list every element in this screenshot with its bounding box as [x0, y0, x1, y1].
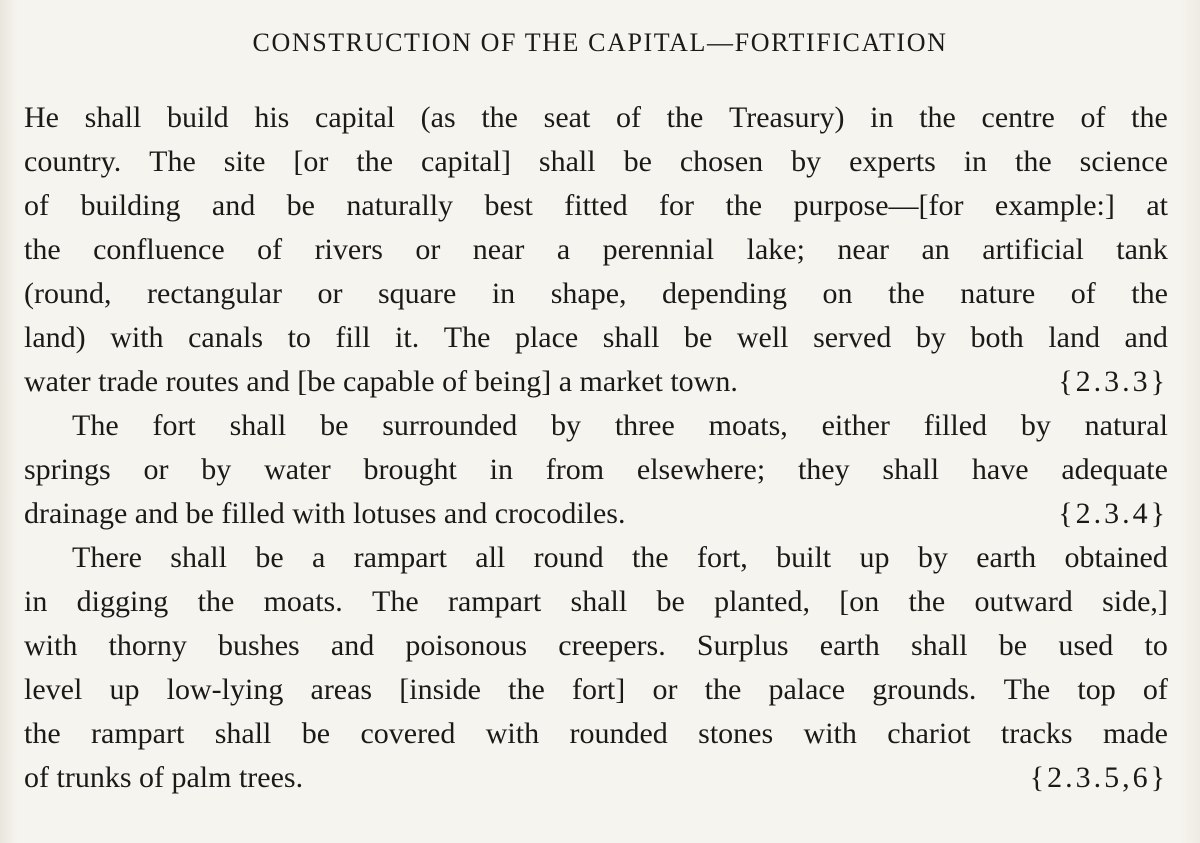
word: rampart — [447, 585, 542, 618]
word: the — [24, 233, 61, 266]
word: be — [998, 629, 1028, 662]
word: be — [301, 717, 331, 750]
word: the — [1131, 101, 1168, 134]
word: be — [623, 145, 652, 178]
word: The — [372, 585, 419, 618]
word: both — [970, 321, 1024, 354]
word: by — [915, 321, 946, 354]
word: creepers. — [558, 629, 666, 662]
word: moats. — [263, 585, 343, 618]
word: an — [921, 233, 950, 266]
word: grounds. — [872, 673, 977, 706]
word: shall — [882, 453, 940, 486]
word: or — [143, 453, 169, 486]
word: land — [1048, 321, 1100, 354]
word: shall — [214, 717, 272, 750]
word: Treasury) — [728, 101, 845, 134]
word: shall — [84, 101, 142, 134]
word: shape, — [550, 277, 627, 310]
section-reference: {2.3.3} — [1058, 365, 1168, 398]
word: by — [1020, 409, 1051, 442]
word: at — [1146, 189, 1168, 222]
word: palace — [768, 673, 846, 706]
word: or — [415, 233, 441, 266]
word: with — [803, 717, 857, 750]
word: by — [917, 541, 948, 574]
text-line — [24, 624, 1168, 668]
word: served — [813, 321, 892, 354]
word: seat — [543, 101, 591, 134]
word: the — [919, 101, 956, 134]
word: built — [776, 541, 832, 574]
word: or — [652, 673, 678, 706]
text-line — [24, 580, 1168, 624]
word: of — [1080, 101, 1106, 134]
word: with — [110, 321, 164, 354]
word: build — [167, 101, 229, 134]
line-text: of trunks of palm trees. — [24, 761, 304, 794]
word: The — [443, 321, 491, 354]
chapter-heading: CONSTRUCTION OF THE CAPITAL—FORTIFICATION — [252, 28, 948, 57]
text-line — [24, 492, 1168, 536]
word: top — [1077, 673, 1116, 706]
text-line — [24, 140, 1168, 184]
word: near — [837, 233, 889, 266]
word: the — [888, 277, 925, 310]
word: surrounded — [382, 409, 518, 442]
word: natural — [1084, 409, 1168, 442]
word: [on — [839, 585, 880, 618]
word: (as — [420, 101, 456, 134]
word: level — [24, 673, 83, 706]
word: the — [481, 101, 518, 134]
word: purpose—[for — [793, 189, 964, 222]
word: to — [1144, 629, 1168, 662]
word: planted, — [714, 585, 810, 618]
word: shall — [229, 409, 287, 442]
word: The — [72, 409, 119, 442]
word: fort] — [571, 673, 626, 706]
text-line — [24, 712, 1168, 756]
word: capital — [315, 101, 395, 134]
word: outward — [974, 585, 1073, 618]
word: [inside — [399, 673, 481, 706]
word: covered — [360, 717, 456, 750]
word: naturally — [346, 189, 454, 222]
word: in — [24, 585, 48, 618]
word: the — [197, 585, 235, 618]
word: stones — [698, 717, 774, 750]
word: There — [72, 541, 142, 574]
word: by — [551, 409, 582, 442]
word: the — [1015, 145, 1052, 178]
word: The — [1003, 673, 1051, 706]
word: elsewhere; — [636, 453, 766, 486]
text-line — [24, 536, 1168, 580]
word: country. — [24, 145, 122, 178]
word: thorny — [108, 629, 187, 662]
section-reference: {2.3.4} — [1058, 497, 1168, 530]
word: fitted — [564, 189, 628, 222]
word: adequate — [1061, 453, 1168, 486]
word: [or — [293, 145, 329, 178]
word: a — [556, 233, 571, 266]
word: He — [24, 101, 59, 134]
word: they — [797, 453, 850, 486]
word: with — [485, 717, 540, 750]
word: areas — [310, 673, 373, 706]
word: depending — [662, 277, 788, 310]
word: earth — [819, 629, 880, 662]
word: near — [472, 233, 525, 266]
word: shall — [910, 629, 968, 662]
word: for — [659, 189, 694, 222]
text-line — [24, 404, 1168, 448]
word: shall — [570, 585, 628, 618]
word: be — [320, 409, 349, 442]
word: the — [631, 541, 669, 574]
section-reference: {2.3.5,6} — [1029, 761, 1168, 794]
word: bushes — [218, 629, 300, 662]
word: artificial — [982, 233, 1084, 266]
word: example:] — [994, 189, 1115, 222]
word: lake; — [746, 233, 805, 266]
line-text: drainage and be filled with lotuses and crocodiles. — [24, 497, 626, 530]
text-line — [24, 360, 1168, 404]
word: the — [666, 101, 704, 134]
word: and — [1124, 321, 1168, 354]
word: in — [489, 453, 513, 486]
word: building — [80, 189, 181, 222]
word: on — [822, 277, 853, 310]
word: nature — [960, 277, 1036, 310]
word: the — [908, 585, 946, 618]
text-line — [24, 316, 1168, 360]
word: it. — [395, 321, 420, 354]
word: obtained — [1064, 541, 1168, 574]
word: earth — [976, 541, 1037, 574]
word: be — [286, 189, 315, 222]
word: site — [223, 145, 266, 178]
word: perennial — [602, 233, 715, 266]
word: square — [378, 277, 457, 310]
word: confluence — [93, 233, 225, 266]
word: fort — [152, 409, 196, 442]
word: up — [109, 673, 140, 706]
word: either — [821, 409, 890, 442]
word: moats, — [708, 409, 788, 442]
word: rectangular — [147, 277, 282, 310]
word: be — [683, 321, 713, 354]
word: have — [971, 453, 1029, 486]
word: be — [255, 541, 284, 574]
word: filled — [923, 409, 988, 442]
word: in — [963, 145, 988, 178]
word: up — [859, 541, 890, 574]
word: place — [514, 321, 579, 354]
word: well — [736, 321, 789, 354]
word: the — [704, 673, 742, 706]
word: experts — [849, 145, 936, 178]
word: with — [24, 629, 78, 662]
word: of — [1070, 277, 1096, 310]
word: poisonous — [405, 629, 528, 662]
word: rivers — [314, 233, 383, 266]
text-line — [24, 448, 1168, 492]
word: and — [330, 629, 375, 662]
word: of — [1142, 673, 1168, 706]
text-line — [24, 668, 1168, 712]
word: canals — [188, 321, 264, 354]
word: made — [1102, 717, 1168, 750]
word: (round, — [24, 277, 112, 310]
word: brought — [363, 453, 457, 486]
word: in — [870, 101, 894, 134]
word: centre — [981, 101, 1055, 134]
word: best — [484, 189, 533, 222]
word: chariot — [887, 717, 971, 750]
word: of — [24, 189, 49, 222]
word: water — [264, 453, 331, 486]
text-line — [24, 228, 1168, 272]
word: round — [533, 541, 604, 574]
word: land) — [24, 321, 86, 354]
word: rounded — [569, 717, 668, 750]
word: of — [615, 101, 641, 134]
word: three — [614, 409, 675, 442]
word: the — [508, 673, 545, 706]
word: by — [791, 145, 822, 178]
word: low-lying — [166, 673, 284, 706]
word: his — [254, 101, 290, 134]
word: all — [475, 541, 506, 574]
word: springs — [24, 453, 111, 486]
word: the — [1131, 277, 1168, 310]
word: in — [491, 277, 516, 310]
word: shall — [538, 145, 596, 178]
word: Surplus — [696, 629, 789, 662]
word: fort, — [696, 541, 748, 574]
word: from — [545, 453, 605, 486]
text-line — [24, 96, 1168, 140]
word: capital] — [421, 145, 511, 178]
word: the — [725, 189, 763, 222]
word: fill — [335, 321, 371, 354]
word: the — [24, 717, 61, 750]
word: a — [311, 541, 326, 574]
word: rampart — [91, 717, 185, 750]
word: chosen — [679, 145, 764, 178]
body-text — [24, 96, 1168, 800]
word: digging — [76, 585, 169, 618]
word: rampart — [353, 541, 447, 574]
word: of — [257, 233, 283, 266]
text-line — [24, 756, 1168, 800]
word: be — [656, 585, 685, 618]
word: to — [287, 321, 311, 354]
word: the — [356, 145, 394, 178]
text-line — [24, 272, 1168, 316]
word: tank — [1116, 233, 1168, 266]
word: or — [317, 277, 343, 310]
word: side,] — [1102, 585, 1168, 618]
word: The — [149, 145, 196, 178]
word: used — [1058, 629, 1114, 662]
word: shall — [602, 321, 660, 354]
line-text: water trade routes and [be capable of being] a market town. — [24, 365, 738, 398]
text-line — [24, 184, 1168, 228]
word: and — [211, 189, 256, 222]
word: by — [201, 453, 232, 486]
word: shall — [170, 541, 227, 574]
word: science — [1079, 145, 1168, 178]
word: tracks — [1000, 717, 1073, 750]
